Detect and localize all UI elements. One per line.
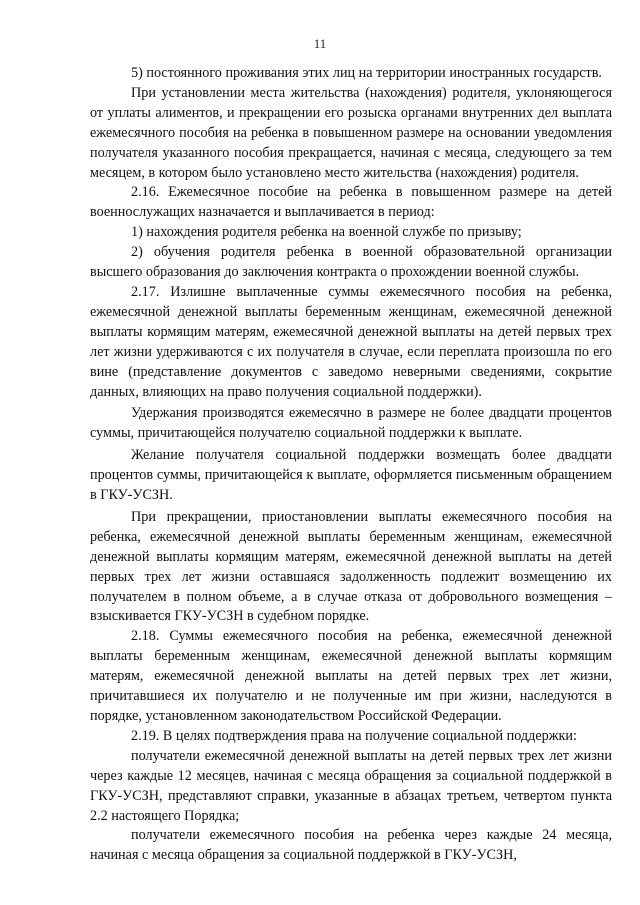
paragraph-2-16-item-1: 1) нахождения родителя ребенка на военной службе по призыву; [131, 224, 522, 241]
paragraph-termination: При прекращении, приостановлении выплаты ежемесячного пособия на ребенка, ежемесячной денежной выплаты беременным женщинам, ежемесячной денежной выплаты кормящим матерям, ежемесячной денежной выплаты на детей первых трех лет жизни оставшаяся задолженность подлежит возмещению их получателем в полном объеме, а в случае отказа от добровольного возмещения – взыскивается ГКУ-УСЗН в судебном порядке. [90, 508, 612, 625]
paragraph-2-16: 2.16. Ежемесячное пособие на ребенка в повышенном размере на детей военнослужащих назначается и выплачивается в период: [90, 184, 612, 221]
paragraph-item-5: 5) постоянного проживания этих лиц на территории иностранных государств. [131, 65, 602, 81]
paragraph-2-19-recipients-24m: получатели ежемесячного пособия на ребенка через каждые 24 месяца, начиная с месяца обращения за социальной поддержкой в ГКУ-УСЗН, [90, 827, 612, 864]
paragraph-2-18: 2.18. Суммы ежемесячного пособия на ребенка, ежемесячной денежной выплаты беременным женщинам, ежемесячной денежной выплаты кормящим матерям, ежемесячной денежной выплаты на детей первых трех лет жизни, причитавшиеся их получателю и не полученные им при жизни, наследуются в порядке, установленном законодательством Российской Федерации. [90, 628, 612, 724]
page-number: 11 [313, 36, 327, 51]
paragraph-reimbursement-wish: Желание получателя социальной поддержки возмещать более двадцати процентов суммы, причитающейся к выплате, оформляется письменным обращением в ГКУ-УСЗН. [90, 447, 612, 504]
paragraph-2-17: 2.17. Излишне выплаченные суммы ежемесячного пособия на ребенка, ежемесячной денежной выплаты беременным женщинам, ежемесячной денежной выплаты кормящим матерям, ежемесячной денежной выплаты на детей первых трех лет жизни удерживаются с их получателя в случае, если переплата произошла по его вине (представление документов с заведомо неверными сведениями, сокрытие данных, влияющих на право получения социальной поддержки). [90, 283, 612, 400]
document-body [90, 64, 612, 866]
paragraph-2-16-item-2: 2) обучения родителя ребенка в военной образовательной организации высшего образования до заключения контракта о прохождении военной службы. [90, 244, 612, 281]
paragraph-deductions: Удержания производятся ежемесячно в размере не более двадцати процентов суммы, причитающейся получателю социальной поддержки к выплате. [90, 405, 612, 442]
paragraph-2-19: 2.19. В целях подтверждения права на получение социальной поддержки: [131, 727, 577, 744]
paragraph-parent-residence: При установлении места жительства (нахождения) родителя, уклоняющегося от уплаты алиментов, и прекращении его розыска органами внутренних дел выплата ежемесячного пособия на ребенка в повышенном размере на основании уведомления получателя указанного пособия прекращается, начиная с месяца, следующего за тем месяцем, в котором было установлено место жительства (нахождения) родителя. [90, 84, 612, 181]
paragraph-2-19-recipients-12m: получатели ежемесячной денежной выплаты на детей первых трех лет жизни через каждые 12 месяцев, начиная с месяца обращения за социальной поддержкой в ГКУ-УСЗН, представляют справки, указанные в абзацах третьем, четвертом пункта 2.2 настоящего Порядка; [90, 747, 612, 824]
